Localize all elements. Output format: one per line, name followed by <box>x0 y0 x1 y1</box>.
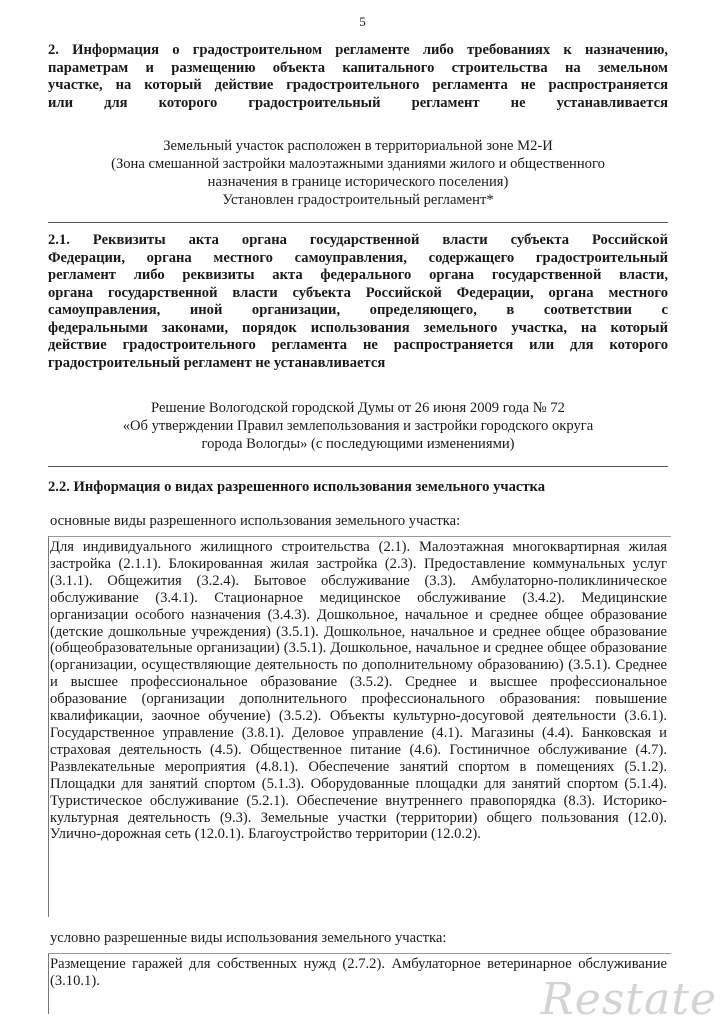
section-2-1-heading-line-1: 2.1. Реквизиты акта органа государственной власти субъекта Российской <box>48 232 668 248</box>
section-2-heading-line-2: параметрам и размещению объекта капитального строительства на земельном <box>48 59 668 76</box>
main-uses-text: Для индивидуального жилищного строительства (2.1). Малоэтажная многоквартирная жилая застройка (2.1.1). Блокированная жилая застройка (2.3). Предоставление коммунальных услуг (3.1.1). Общежития (3.2.4). Бытовое обслуживание (3.3). Амбулаторно-поликлиническое обслуживание (3.4.1). Стационарное медицинское обслуживание (3.4.2). Медицинские организации особого назначения (3.4.3). Дошкольное, начальное и среднее общее образование (детские дошкольные учреждения) (3.5.1). Дошкольное, начальное и среднее общее образование (общеобразовательные организации) (3.5.1). Дошкольное, начальное и среднее общее образование (организации, осуществляющие деятельность по дополнительному образованию) (3.5.1). Среднее и высшее профессиональное образование (3.5.2). Среднее и высшее профессиональное образование (организации дополнительного профессионального образования: повышение квалификации, заочное обучение) (3.5.2). Объекты культурно-досуговой деятельности (3.6.1). Государственное управление (3.8.1). Деловое управление (4.1). Магазины (4.4). Банковская и страховая деятельность (4.5). Общественное питание (4.6). Гостиничное обслуживание (4.7). Развлекательные мероприятия (4.8.1). Обеспечение занятий спортом в помещениях (5.1.2). Площадки для занятий спортом (5.1.3). Оборудованные площадки для занятий спортом (5.1.4). Туристическое обслуживание (5.2.1). Обеспечение внутреннего правопорядка (8.3). Историко-культурная деятельность (9.3). Земельные участки (территории) общего пользования (12.0). Улично-дорожная сеть (12.0.1). Благоустройство территории (12.0.2). <box>50 539 667 843</box>
section-2-heading-line-4: или для которого градостроительный регламент не устанавливается <box>48 94 668 111</box>
section-divider <box>48 222 668 223</box>
section-2-2-heading: 2.2. Информация о видах разрешенного использования земельного участка <box>48 479 546 495</box>
section-2-1-heading-line-4: органа государственной власти субъекта Российской Федерации, органа местного <box>48 284 668 301</box>
decision-line-3: города Вологды» (с последующими изменениями) <box>201 436 515 452</box>
section-2-1-heading-line-7: действие градостроительного регламента не распространяется или для которого <box>48 337 668 353</box>
section-2-1-heading-line-5: самоуправления, иной организации, определяющего, в соответствии с <box>48 302 668 318</box>
decision-line-1: Решение Вологодской городской Думы от 26 июня 2009 года № 72 <box>151 400 565 416</box>
zone-line-3: назначения в границе исторического поселения) <box>207 174 509 190</box>
section-2-1-heading-line-8: градостроительный регламент не устанавливается <box>48 354 386 371</box>
main-uses-label: основные виды разрешенного использования земельного участка: <box>50 513 461 529</box>
zone-line-1: Земельный участок расположен в территориальной зоне М2-И <box>163 138 553 154</box>
section-2-1-heading-line-3: регламент либо реквизиты акта федерального органа государственной власти, <box>48 267 668 283</box>
decision-line-2: «Об утверждении Правил землепользования и застройки городского округа <box>122 418 594 434</box>
section-divider <box>48 466 668 467</box>
page-number: 5 <box>359 14 366 29</box>
watermark-logo: Restate <box>540 974 717 1025</box>
zone-line-4: Установлен градостроительный регламент* <box>222 192 494 208</box>
section-2-1-heading-line-2: Федерации, органа местного самоуправления, содержащего градостроительный <box>48 249 668 266</box>
section-2-heading-line-3: участке, на который действие градостроительного регламента не распространяется <box>48 77 668 93</box>
section-2-heading-line-1: 2. Информация о градостроительном регламенте либо требованиях к назначению, <box>48 42 668 58</box>
conditional-uses-text: Размещение гаражей для собственных нужд (2.7.2). Амбулаторное ветеринарное обслуживание (3.10.1). <box>50 956 667 989</box>
conditional-uses-label: условно разрешенные виды использования земельного участка: <box>50 930 447 946</box>
section-2-1-heading-line-6: федеральными законами, порядок использования земельного участка, на который <box>48 319 668 336</box>
zone-line-2: (Зона смешанной застройки малоэтажными зданиями жилого и общественного <box>111 156 605 172</box>
